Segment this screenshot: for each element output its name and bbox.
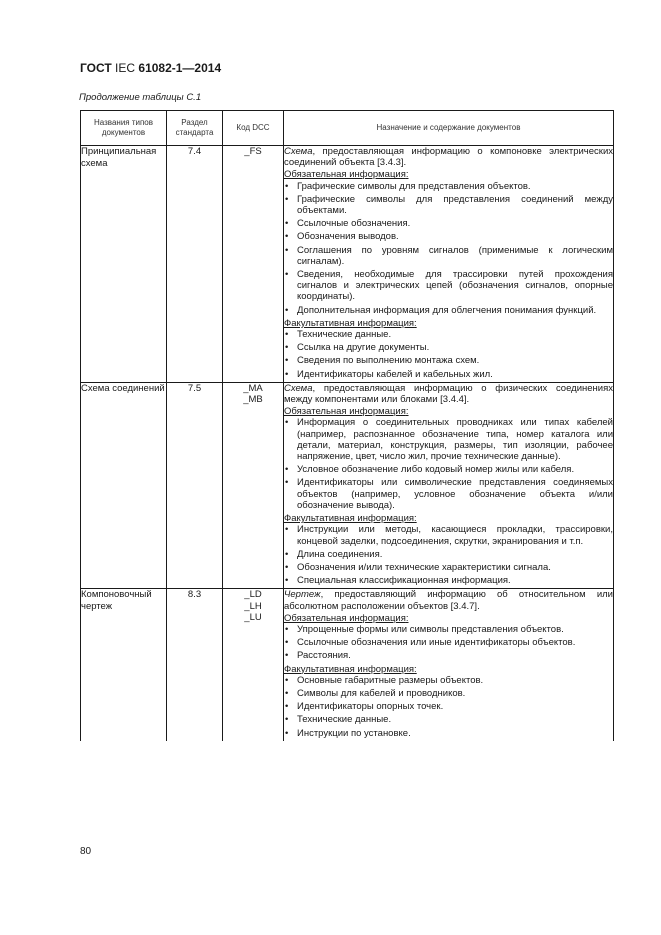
optional-info-item: • Ссылка на другие документы. bbox=[284, 342, 613, 353]
optional-info-item: • Инструкции или методы, касающиеся прокладки, трассировки, концевой заделки, подсоединения, скрутки, экранирования и т.п. bbox=[284, 524, 613, 546]
description-lead-text: , предоставляющая информацию о физических соединениях между компонентами или блоками [3.4.4]. bbox=[284, 382, 613, 406]
description-lead-text: , предоставляющая информацию о компоновке электрических соединений объекта [3.4.3]. bbox=[284, 146, 613, 169]
table-row bbox=[81, 146, 614, 383]
mandatory-info-title-text: Обязательная информация bbox=[284, 169, 406, 181]
mandatory-info-list bbox=[284, 624, 613, 662]
description-lead-term: Чертеж bbox=[284, 589, 321, 601]
mandatory-info-list bbox=[284, 181, 613, 316]
document-type-name: Схема соединений bbox=[81, 382, 167, 588]
optional-info-title-text: Факультативная информация bbox=[284, 317, 415, 329]
optional-info-item: • Символы для кабелей и проводников. bbox=[284, 688, 613, 699]
optional-info-item: • Обозначения и/или технические характеристики сигнала. bbox=[284, 562, 613, 573]
mandatory-info-item: • Графические символы для представления объектов. bbox=[284, 181, 613, 192]
mandatory-info-title-text: Обязательная информация bbox=[284, 406, 406, 418]
optional-info-item: • Основные габаритные размеры объектов. bbox=[284, 675, 613, 686]
optional-info-item: • Идентификаторы кабелей и кабельных жил. bbox=[284, 369, 613, 380]
dcc-code: _MA _MB bbox=[223, 382, 284, 588]
table-caption: Продолжение таблицы С.1 bbox=[79, 92, 202, 103]
table-row bbox=[81, 589, 614, 741]
page-number: 80 bbox=[80, 846, 92, 857]
optional-info-item: • Идентификаторы опорных точек. bbox=[284, 701, 613, 712]
column-header-content: Назначение и содержание документов bbox=[284, 111, 614, 146]
mandatory-info-title: Обязательная информация: bbox=[284, 612, 409, 624]
optional-info-title: Факультативная информация: bbox=[284, 317, 417, 329]
standard-section: 7.5 bbox=[167, 382, 223, 588]
description-lead bbox=[284, 589, 613, 611]
mandatory-info-item: • Обозначения выводов. bbox=[284, 231, 613, 242]
description-lead-term: Схема bbox=[284, 382, 313, 394]
standard-section: 8.3 bbox=[167, 589, 223, 741]
optional-info-list bbox=[284, 329, 613, 380]
optional-info-item: • Сведения по выполнению монтажа схем. bbox=[284, 355, 613, 366]
optional-info-item: • Длина соединения. bbox=[284, 549, 613, 560]
optional-info-title-text: Факультативная информация bbox=[284, 663, 415, 675]
table-header-row bbox=[81, 111, 614, 146]
mandatory-info-item: • Сведения, необходимые для трассировки путей прохождения сигналов и электрических цепей (обозначения сигналов, опорные координаты). bbox=[284, 269, 613, 303]
table-row bbox=[81, 382, 614, 588]
optional-info-item: • Специальная классификационная информация. bbox=[284, 575, 613, 586]
mandatory-info-item: • Упрощенные формы или символы представления объектов. bbox=[284, 624, 613, 635]
optional-info-title: Факультативная информация: bbox=[284, 513, 417, 525]
description-lead-term: Схема bbox=[284, 146, 313, 157]
mandatory-info-list bbox=[284, 417, 613, 511]
standard-iec: IEC bbox=[115, 61, 136, 75]
mandatory-info-item: • Графические символы для представления соединений между объектами. bbox=[284, 194, 613, 216]
mandatory-info-title: Обязательная информация: bbox=[284, 406, 409, 418]
standard-prefix: ГОСТ bbox=[80, 61, 112, 75]
document-description bbox=[284, 382, 614, 588]
optional-info-item: • Инструкции по установке. bbox=[284, 728, 613, 739]
description-lead-text: , предоставляющий информацию об относительном или абсолютном расположении объектов [3.4.7]. bbox=[284, 589, 613, 612]
mandatory-info-item: • Расстояния. bbox=[284, 650, 613, 661]
optional-info-list bbox=[284, 524, 613, 586]
standard-number: 61082-1—2014 bbox=[138, 61, 222, 75]
mandatory-info-item: • Условное обозначение либо кодовый номер жилы или кабеля. bbox=[284, 464, 613, 475]
mandatory-info-item: • Информация о соединительных проводниках или типах кабелей (например, распознанное обозначение типа, номер каталога или детали, материал, конструкция, размеры, тип изоляции, рабочее напряжение, цвет, число жил, прочие технические данные). bbox=[284, 417, 613, 462]
document-description bbox=[284, 146, 614, 383]
mandatory-info-item: • Идентификаторы или символические представления соединяемых объектов (например, условное обозначение объекта и/или обозначение вывода). bbox=[284, 477, 613, 511]
column-header-name: Названия типов документов bbox=[81, 111, 167, 146]
standard-section: 7.4 bbox=[167, 146, 223, 383]
column-header-section: Раздел стандарта bbox=[167, 111, 223, 146]
documents-table bbox=[80, 110, 614, 741]
description-lead bbox=[284, 146, 613, 168]
mandatory-info-title-text: Обязательная информация bbox=[284, 612, 406, 624]
column-header-dcc: Код DCC bbox=[223, 111, 284, 146]
document-type-name: Принципиальная схема bbox=[81, 146, 167, 383]
dcc-code: _FS bbox=[223, 146, 284, 383]
optional-info-title: Факультативная информация: bbox=[284, 663, 417, 675]
document-description bbox=[284, 589, 614, 741]
mandatory-info-item: • Соглашения по уровням сигналов (применимые к логическим сигналам). bbox=[284, 245, 613, 267]
mandatory-info-item: • Ссылочные обозначения. bbox=[284, 218, 613, 229]
optional-info-title-text: Факультативная информация bbox=[284, 513, 415, 525]
mandatory-info-title: Обязательная информация: bbox=[284, 169, 409, 181]
document-type-name: Компоновочный чертеж bbox=[81, 589, 167, 741]
mandatory-info-item: • Ссылочные обозначения или иные идентификаторы объектов. bbox=[284, 637, 613, 648]
description-lead bbox=[284, 383, 613, 405]
optional-info-item: • Технические данные. bbox=[284, 714, 613, 725]
dcc-code: _LD _LH _LU bbox=[223, 589, 284, 741]
optional-info-item: • Технические данные. bbox=[284, 329, 613, 340]
optional-info-list bbox=[284, 675, 613, 739]
mandatory-info-item: • Дополнительная информация для облегчения понимания функций. bbox=[284, 305, 613, 316]
document-header bbox=[80, 61, 221, 75]
